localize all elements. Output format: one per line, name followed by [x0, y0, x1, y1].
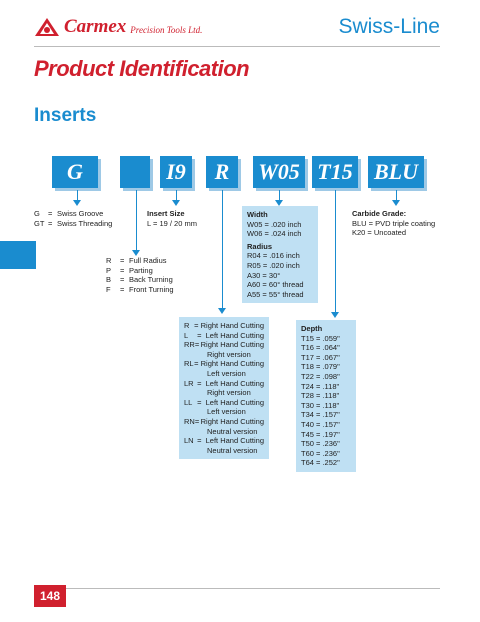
- width-heading: Width: [247, 210, 268, 219]
- arrow-down-icon: [172, 200, 180, 206]
- insert-size-heading: Insert Size: [147, 209, 185, 218]
- insert-size-legend: [147, 209, 197, 228]
- code-box-width: W05: [253, 156, 305, 188]
- page-title: Product Identification: [34, 56, 250, 81]
- legend-row: F = Front Turning: [106, 284, 174, 294]
- footer-divider: [34, 588, 440, 589]
- section-title: Swiss-Line: [338, 15, 440, 38]
- brand-name: Carmex: [64, 16, 127, 37]
- depth-box: Depth T15 = .059" T16 = .064" T17 = .067" T18 = .079" T22 = .098" T24 = .118" T28 = .118" T30 = .118" T34 = .157" T40 = .157" T45 = .197" T50 = .236" T60 = .236" T64 = .252": [296, 320, 356, 472]
- carmex-logo: [34, 16, 202, 38]
- arrow-down-icon: [73, 200, 81, 206]
- legend-row: GT = Swiss Threading: [34, 218, 113, 228]
- legend-row: P = Parting: [106, 265, 153, 275]
- shape-legend: [106, 256, 174, 294]
- legend-row: G = Swiss Groove: [34, 209, 104, 218]
- page-number: 148: [34, 585, 66, 607]
- cutting-direction-box: R = Right Hand Cutting L = Left Hand Cutting RR = Right Hand Cutting Right version RL = Right Hand Cutting Left version LR = Left Hand Cutting Right version LL = Left Hand Cutting Left version RN = Right Hand Cutting Neutral version LN = Left Hand Cutting Neutral version: [179, 317, 269, 459]
- arrow-down-icon: [392, 200, 400, 206]
- carbide-grade-legend: Carbide Grade: BLU = PVD triple coating K20 = Uncoated: [352, 209, 436, 238]
- arrow-down-icon: [218, 308, 226, 314]
- arrow-down-icon: [331, 312, 339, 318]
- section-side-tab: [0, 241, 36, 269]
- legend-row: B = Back Turning: [106, 275, 173, 285]
- page-subtitle: Inserts: [34, 105, 97, 126]
- brand-tagline: Precision Tools Ltd.: [130, 25, 203, 35]
- code-box-type: G: [52, 156, 98, 188]
- groove-type-legend: [34, 209, 112, 228]
- connector-line: [335, 190, 336, 314]
- radius-heading: Radius: [247, 241, 273, 251]
- code-box-cutting: R: [206, 156, 238, 188]
- connector-line: [136, 190, 137, 252]
- width-radius-box: Width W05 = .020 inch W06 = .024 inch Radius R04 = .016 inch R05 = .020 inch A30 = 30° A60 = 60° thread A55 = 55° thread: [242, 206, 318, 303]
- carmex-emblem-icon: [34, 17, 60, 37]
- header-divider: [34, 46, 440, 47]
- depth-heading: Depth: [301, 324, 323, 333]
- connector-line: [222, 190, 223, 310]
- code-box-depth: T15: [312, 156, 358, 188]
- insert-size-value: L = 19 / 20 mm: [147, 218, 197, 228]
- legend-row: R = Full Radius: [106, 256, 167, 265]
- code-box-shape: [120, 156, 150, 188]
- code-box-size: I9: [160, 156, 192, 188]
- code-box-carbide: BLU: [368, 156, 424, 188]
- carbide-heading: Carbide Grade:: [352, 209, 407, 218]
